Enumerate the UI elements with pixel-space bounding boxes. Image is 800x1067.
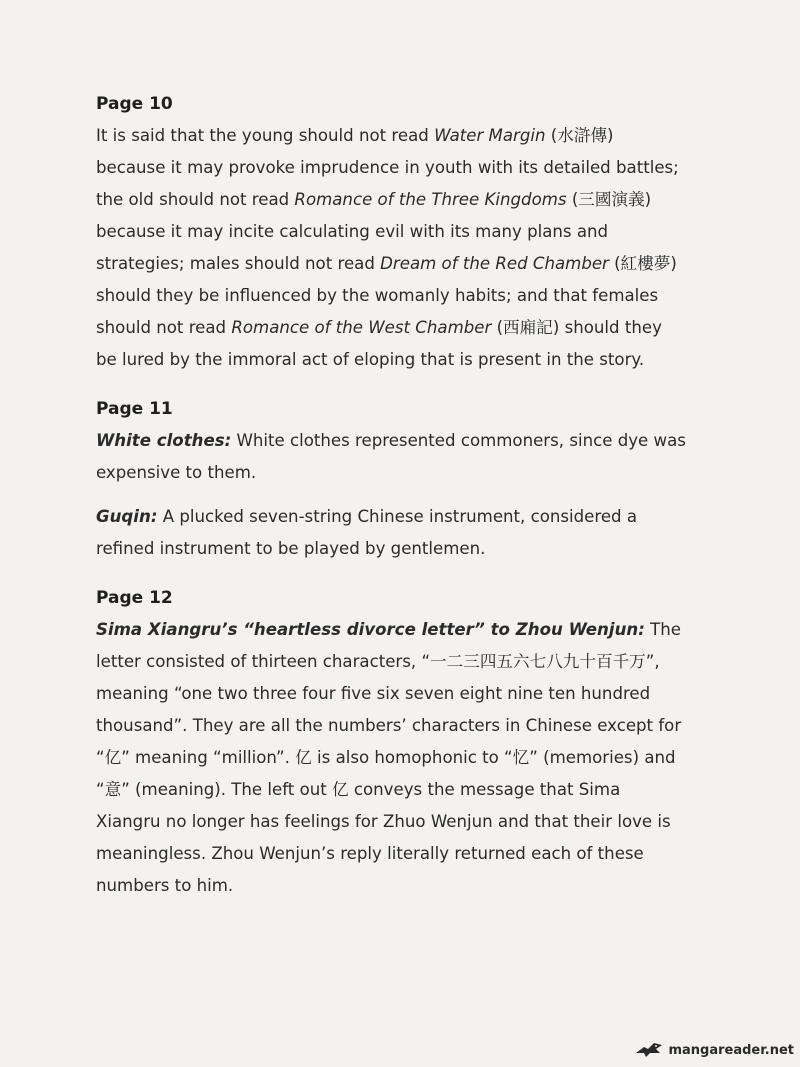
- book-title: Dream of the Red Chamber: [380, 254, 609, 273]
- glossary-term: Guqin:: [96, 507, 158, 526]
- text-run: White clothes represented commoners, since dye was expensive to them.: [96, 431, 686, 482]
- section-page-12: [96, 586, 686, 902]
- section-page-11: [96, 397, 686, 565]
- section-heading: Page 12: [96, 588, 173, 608]
- paragraph: [96, 120, 686, 376]
- text-run: (三國演義) because it may incite calculating evil with its many plans and strategies; males should not read: [96, 190, 652, 273]
- section-heading: Page 11: [96, 399, 173, 419]
- paragraph: [96, 425, 686, 489]
- text-run: A plucked seven-string Chinese instrument, considered a refined instrument to be played by gentlemen.: [96, 507, 638, 558]
- book-title: Romance of the Three Kingdoms: [294, 190, 567, 209]
- watermark-text: mangareader.net: [668, 1042, 794, 1058]
- book-title: Water Margin: [434, 126, 546, 145]
- glossary-term: White clothes:: [96, 431, 232, 450]
- section-heading: Page 10: [96, 94, 173, 114]
- text-run: (西廂記) should they be lured by the immoral act of eloping that is present in the story.: [96, 318, 662, 369]
- document-body: [96, 92, 686, 923]
- text-run: (水滸傳) because it may provoke imprudence in youth with its detailed battles; the old should not read: [96, 126, 679, 209]
- section-page-10: [96, 92, 686, 376]
- glossary-term: Sima Xiangru’s “heartless divorce letter” to Zhou Wenjun:: [96, 620, 645, 639]
- book-title: Romance of the West Chamber: [231, 318, 492, 337]
- paragraph: [96, 614, 686, 902]
- text-run: The letter consisted of thirteen characters, “一二三四五六七八九十百千万”, meaning “one two three four five six seven eight nine ten hundred thousand”. They are all the numbers’ characters in Chinese except for “亿” meaning “million”. 亿 is also homophonic to “忆” (memories) and “意” (meaning). The left out 亿 conveys the message that Sima Xiangru no longer has feelings for Zhuo Wenjun and that their love is meaningless. Zhou Wenjun’s reply literally returned each of these numbers to him.: [96, 620, 682, 895]
- paragraph: [96, 501, 686, 565]
- watermark: [634, 1041, 794, 1059]
- bird-logo-icon: [634, 1041, 664, 1059]
- text-run: (紅樓夢) should they be influenced by the womanly habits; and that females should not read: [96, 254, 677, 337]
- text-run: It is said that the young should not read: [96, 126, 435, 145]
